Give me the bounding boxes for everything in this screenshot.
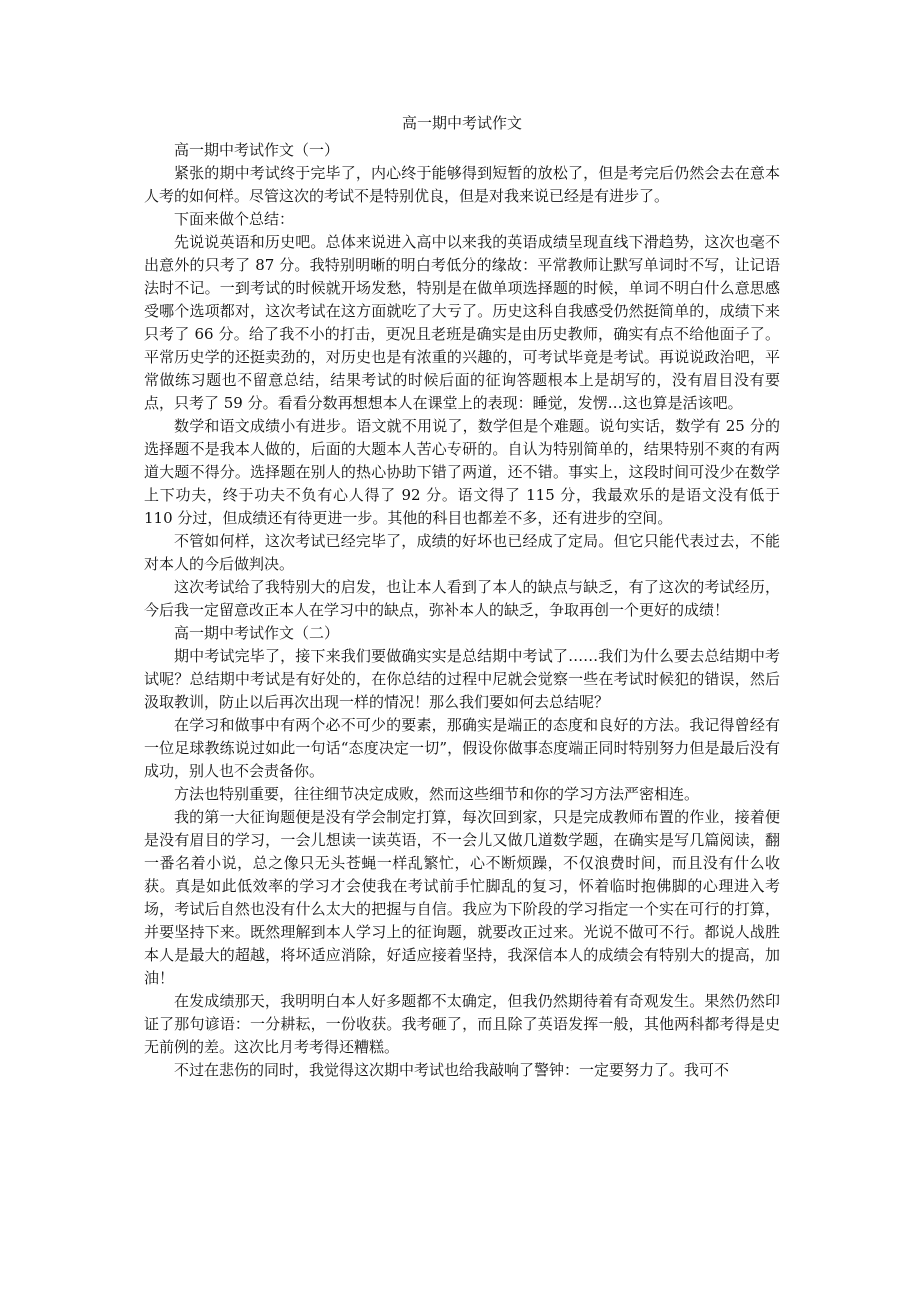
paragraph: 方法也特别重要，往往细节决定成败，然而这些细节和你的学习方法严密相连。 bbox=[174, 785, 700, 803]
paragraph: 这次考试给了我特别大的启发，也让本人看到了本人的缺点与缺乏，有了这次的考试经历，今后我一定留意改正本人在学习中的缺点，弥补本人的缺乏，争取再创一个更好的成绩！ bbox=[144, 578, 780, 619]
section-heading-1: 高一期中考试作文（一） bbox=[174, 141, 340, 159]
paragraph: 先说说英语和历史吧。总体来说进入高中以来我的英语成绩呈现直线下滑趋势，这次也毫不出意外的只考了 87 分。我特别明晰的明白考低分的缘故：平常教师让默写单词时不写，让记语法时不记。一到考试的时候就开场发愁，特别是在做单项选择题的时候，单词不明白什么意思感受哪个选项都对，这次考试在这方面就吃了大亏了。历史这科自我感受仍然挺简单的，成绩下来只考了 66 分。给了我不小的打击，更况且老班是确实是由历史教师，确实有点不给他面子了。平常历史学的还挺卖劲的，对历史也是有浓重的兴趣的，可考试毕竟是考试。再说说政治吧，平常做练习题也不留意总结，结果考试的时候后面的征询答题根本上是胡写的，没有眉目没有要点，只考了 59 分。看看分数再想想本人在课堂上的表现：睡觉，发愣…这也算是活该吧。 bbox=[144, 233, 780, 412]
paragraph: 期中考试完毕了，接下来我们要做确实实是总结期中考试了……我们为什么要去总结期中考试呢？总结期中考试是有好处的，在你总结的过程中尼就会觉察一些在考试时候犯的错误，然后汲取教训，防止以后再次出现一样的情况！那么我们要如何去总结呢？ bbox=[144, 647, 780, 711]
paragraph: 数学和语文成绩小有进步。语文就不用说了，数学但是个难题。说句实话，数学有 25 分的选择题不是我本人做的，后面的大题本人苦心专研的。自认为特别简单的，结果特别不爽的有两道大题不得分。选择题在别人的热心协助下错了两道，还不错。事实上，这段时间可没少在数学上下功夫，终于功夫不负有心人得了 92 分。语文得了 115 分，我最欢乐的是语文没有低于 110 分过，但成绩还有待更进一步。其他的科目也都差不多，还有进步的空间。 bbox=[144, 417, 780, 527]
document-body bbox=[144, 139, 780, 1082]
paragraph: 我的第一大征询题便是没有学会制定打算，每次回到家，只是完成教师布置的作业，接着便是没有眉目的学习，一会儿想读一读英语，不一会儿又做几道数学题，在确实是写几篇阅读，翻一番名着小说，总之像只无头苍蝇一样乱繁忙，心不断烦躁，不仅浪费时间，而且没有什么收获。真是如此低效率的学习才会使我在考试前手忙脚乱的复习，怀着临时抱佛脚的心理进入考场，考试后自然也没有什么太大的把握与自信。我应为下阶段的学习指定一个实在可行的打算，并要坚持下来。既然理解到本人学习上的征询题，就要改正过来。光说不做可不行。都说人战胜本人是最大的超越，将坏适应消除，好适应接着坚持，我深信本人的成绩会有特别大的提高，加油！ bbox=[144, 808, 780, 987]
paragraph: 在学习和做事中有两个必不可少的要素，那确实是端正的态度和良好的方法。我记得曾经有一位足球教练说过如此一句话“态度决定一切”，假设你做事态度端正同时特别努力但是最后没有成功，别人也不会责备你。 bbox=[144, 716, 780, 780]
paragraph: 在发成绩那天，我明明白本人好多题都不太确定，但我仍然期待着有奇观发生。果然仍然印证了那句谚语：一分耕耘，一份收获。我考砸了，而且除了英语发挥一般，其他两科都考得是史无前例的差。这次比月考考得还糟糕。 bbox=[144, 992, 780, 1056]
document-title: 高一期中考试作文 bbox=[401, 114, 522, 132]
paragraph: 紧张的期中考试终于完毕了，内心终于能够得到短暂的放松了，但是考完后仍然会去在意本人考的如何样。尽管这次的考试不是特别优良，但是对我来说已经是有进步了。 bbox=[144, 164, 780, 205]
paragraph: 不过在悲伤的同时，我觉得这次期中考试也给我敲响了警钟：一定要努力了。我可不 bbox=[174, 1061, 730, 1079]
paragraph: 不管如何样，这次考试已经完毕了，成绩的好坏也已经成了定局。但它只能代表过去，不能对本人的今后做判决。 bbox=[144, 532, 780, 573]
section-heading-2: 高一期中考试作文（二） bbox=[174, 624, 340, 642]
document-page bbox=[144, 112, 780, 1082]
paragraph: 下面来做个总结： bbox=[174, 210, 295, 228]
